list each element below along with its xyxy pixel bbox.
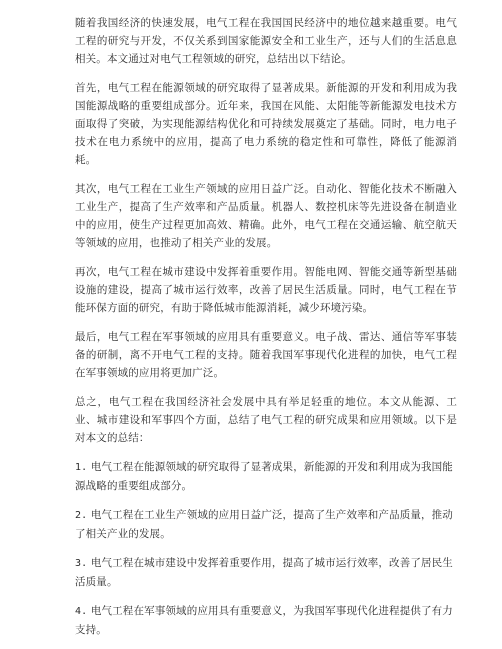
summary-list	[75, 458, 457, 639]
paragraph-conclusion: 总之，电气工程在我国经济社会发展中具有举足轻重的地位。本文从能源、工业、城市建设和军事四个方面，总结了电气工程的研究成果和应用领域。以下是对本文的总结：	[75, 396, 457, 444]
list-item-text: 电气工程在能源领域的研究取得了显著成果，新能源的开发和利用成为我国能源战略的重要组成部分。	[75, 461, 453, 492]
list-item	[75, 506, 457, 543]
paragraph-military: 最后，电气工程在军事领域的应用具有重要意义。电子战、雷达、通信等军事装备的研制，离不开电气工程的支持。随着我国军事现代化进程的加快，电气工程在军事领域的应用将更加广泛。	[75, 331, 457, 379]
list-item-text: 电气工程在军事领域的应用具有重要意义，为我国军事现代化进程提供了有力支持。	[75, 605, 453, 636]
paragraph-urban: 再次，电气工程在城市建设中发挥着重要作用。智能电网、智能交通等新型基础设施的建设，提高了城市运行效率，改善了居民生活质量。同时，电气工程在节能环保方面的研究，有助于降低城市能源消耗，减少环境污染。	[75, 266, 457, 314]
list-item-number: 4.	[75, 606, 88, 617]
list-item-number: 1.	[75, 462, 88, 473]
list-item-text: 电气工程在城市建设中发挥着重要作用，提高了城市运行效率，改善了居民生活质量。	[75, 557, 453, 588]
list-item-text: 电气工程在工业生产领域的应用日益广泛，提高了生产效率和产品质量，推动了相关产业的发展。	[75, 509, 453, 540]
paragraph-intro: 随着我国经济的快速发展，电气工程在我国国民经济中的地位越来越重要。电气工程的研究与开发，不仅关系到国家能源安全和工业生产，还与人们的生活息息相关。本文通过对电气工程领域的研究，总结出以下结论。	[75, 17, 457, 65]
paragraph-industry: 其次，电气工程在工业生产领域的应用日益广泛。自动化、智能化技术不断融入工业生产，提高了生产效率和产品质量。机器人、数控机床等先进设备在制造业中的应用，使生产过程更加高效、精确。此外，电气工程在交通运输、航空航天等领域的应用，也推动了相关产业的发展。	[75, 183, 457, 249]
list-item	[75, 458, 457, 495]
list-item-number: 3.	[75, 558, 88, 569]
list-item	[75, 602, 457, 639]
paragraph-energy: 首先，电气工程在能源领域的研究取得了显著成果。新能源的开发和利用成为我国能源战略的重要组成部分。近年来，我国在风能、太阳能等新能源发电技术方面取得了突破，为实现能源结构优化和可持续发展奠定了基础。同时，电力电子技术在电力系统中的应用，提高了电力系统的稳定性和可靠性，降低了能源消耗。	[75, 82, 457, 166]
list-item-number: 2.	[75, 510, 88, 521]
list-item	[75, 554, 457, 591]
